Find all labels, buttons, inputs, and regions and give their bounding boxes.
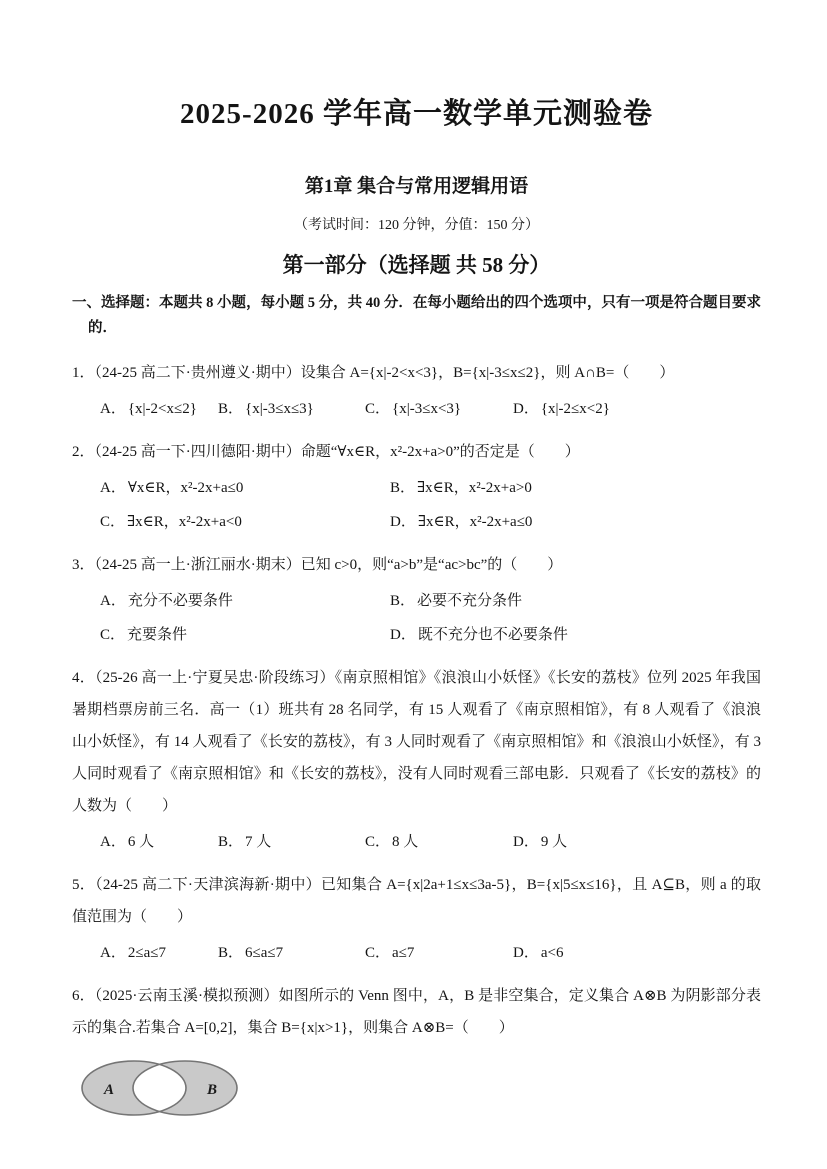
part-title: 第一部分（选择题 共 58 分） [282, 253, 551, 277]
option-text: 充要条件 [127, 627, 188, 643]
option-label: D． [390, 514, 416, 530]
option-d [390, 624, 761, 646]
section-instruction: 一、选择题：本题共 8 小题，每小题 5 分，共 40 分．在每小题给出的四个选项中，只有一项是符合题目要求的． [72, 295, 761, 336]
question-1 [72, 357, 761, 420]
option-b [218, 942, 365, 964]
question-6 [72, 980, 761, 1125]
option-label: A． [100, 480, 126, 496]
venn-diagram [76, 1056, 246, 1120]
option-label: D． [513, 401, 539, 417]
option-d [513, 942, 761, 964]
question-number: 4． [72, 670, 95, 686]
option-text: 6 人 [127, 834, 155, 850]
exam-info: （考试时间：120 分钟，分值：150 分） [294, 218, 539, 233]
question-stem: （25-26 高一上·宁夏吴忠·阶段练习）《南京照相馆》《浪浪山小妖怪》《长安的荔枝》位列 2025 年我国暑期档票房前三名．高一（1）班共有 28 名同学，有 15 人观看了《南京照相馆》，有 8 人观看了《浪浪山小妖怪》，有 14 人观看了《长安的荔枝》，有 3 人同时观看了《南京照相馆》和《浪浪山小妖怪》，有 3 人同时观看了《南京照相馆》和《长安的荔枝》，没有人同时观看三部电影．只观看了《长安的荔枝》的人数为（ ） [72, 670, 761, 814]
option-b [218, 831, 365, 853]
option-label: C． [100, 514, 126, 530]
question-list [72, 357, 761, 1125]
option-c [365, 398, 513, 420]
question-number: 2． [72, 444, 95, 460]
option-label: C． [365, 945, 391, 961]
option-label: A． [100, 945, 126, 961]
option-label: B． [218, 834, 244, 850]
question-4 [72, 662, 761, 853]
option-label: C． [365, 401, 391, 417]
option-label: B． [390, 480, 416, 496]
venn-label-a: A [104, 1082, 115, 1098]
option-text: 既不充分也不必要条件 [417, 627, 568, 643]
option-a [100, 590, 390, 612]
option-text: {x|-3≤x<3} [392, 401, 462, 417]
chapter-title: 第1章 集合与常用逻辑用语 [304, 176, 529, 197]
venn-label-b: B [207, 1082, 218, 1098]
option-c [100, 511, 390, 533]
option-text: ∃x∈R，x²-2x+a<0 [127, 514, 242, 530]
option-text: {x|-2<x≤2} [127, 401, 197, 417]
option-text: {x|-3≤x≤3} [245, 401, 314, 417]
options-row [100, 398, 761, 420]
question-number: 5． [72, 877, 96, 893]
question-2 [72, 436, 761, 533]
question-number: 6． [72, 988, 95, 1004]
option-b [218, 398, 365, 420]
options-row [100, 590, 761, 646]
options-row [100, 942, 761, 964]
question-3 [72, 549, 761, 646]
option-text: ∀x∈R，x²-2x+a≤0 [127, 480, 244, 496]
option-c [365, 831, 513, 853]
option-text: 必要不充分条件 [417, 593, 523, 609]
option-d [513, 398, 761, 420]
question-number: 3． [72, 557, 95, 573]
option-label: B． [218, 401, 244, 417]
options-row [100, 831, 761, 853]
option-text: 8 人 [392, 834, 419, 850]
question-stem: （2025·云南玉溪·模拟预测）如图所示的 Venn 图中，A，B 是非空集合，定义集合 A⊗B 为阴影部分表示的集合.若集合 A=[0,2]，集合 B={x|x>1}，则集合 A⊗B=（ ） [72, 988, 761, 1036]
option-label: B． [390, 593, 416, 609]
question-stem: （24-25 高一上·浙江丽水·期末）已知 c>0，则“a>b”是“ac>bc”的（ ） [94, 557, 563, 573]
option-text: a<6 [540, 945, 564, 961]
option-text: 充分不必要条件 [127, 593, 233, 609]
option-label: D． [513, 834, 539, 850]
option-label: D． [513, 945, 539, 961]
option-b [390, 590, 761, 612]
option-text: 7 人 [245, 834, 272, 850]
option-text: 2≤a≤7 [127, 945, 166, 961]
option-text: ∃x∈R，x²-2x+a>0 [417, 480, 532, 496]
question-stem: （24-25 高一下·四川德阳·期中）命题“∀x∈R，x²-2x+a>0”的否定是（ ） [94, 444, 580, 460]
option-label: A． [100, 834, 126, 850]
option-b [390, 477, 761, 499]
option-c [365, 942, 513, 964]
question-5 [72, 869, 761, 964]
option-label: C． [100, 627, 126, 643]
question-number: 1． [72, 365, 95, 381]
option-text: ∃x∈R，x²-2x+a≤0 [417, 514, 533, 530]
option-text: a≤7 [392, 945, 415, 961]
page-title: 2025-2026 学年高一数学单元测验卷 [180, 98, 653, 130]
options-row [100, 477, 761, 533]
option-text: 9 人 [540, 834, 568, 850]
option-d [390, 511, 761, 533]
option-c [100, 624, 390, 646]
option-d [513, 831, 761, 853]
option-label: A． [100, 401, 126, 417]
option-label: B． [218, 945, 244, 961]
question-stem: （24-25 高二下·贵州遵义·期中）设集合 A={x|-2<x<3}，B={x|-3≤x≤2}，则 A∩B=（ ） [94, 365, 675, 381]
option-a [100, 831, 218, 853]
option-text: {x|-2≤x<2} [540, 401, 610, 417]
option-label: A． [100, 593, 126, 609]
option-a [100, 477, 390, 499]
question-stem: （24-25 高二下·天津滨海新·期中）已知集合 A={x|2a+1≤x≤3a-5}，B={x|5≤x≤16}，且 A⊆B，则 a 的取值范围为（ ） [72, 877, 761, 925]
option-a [100, 942, 218, 964]
option-label: D． [390, 627, 416, 643]
option-text: 6≤a≤7 [245, 945, 284, 961]
venn-diagram-wrap [76, 1056, 761, 1125]
option-a [100, 398, 218, 420]
option-label: C． [365, 834, 391, 850]
